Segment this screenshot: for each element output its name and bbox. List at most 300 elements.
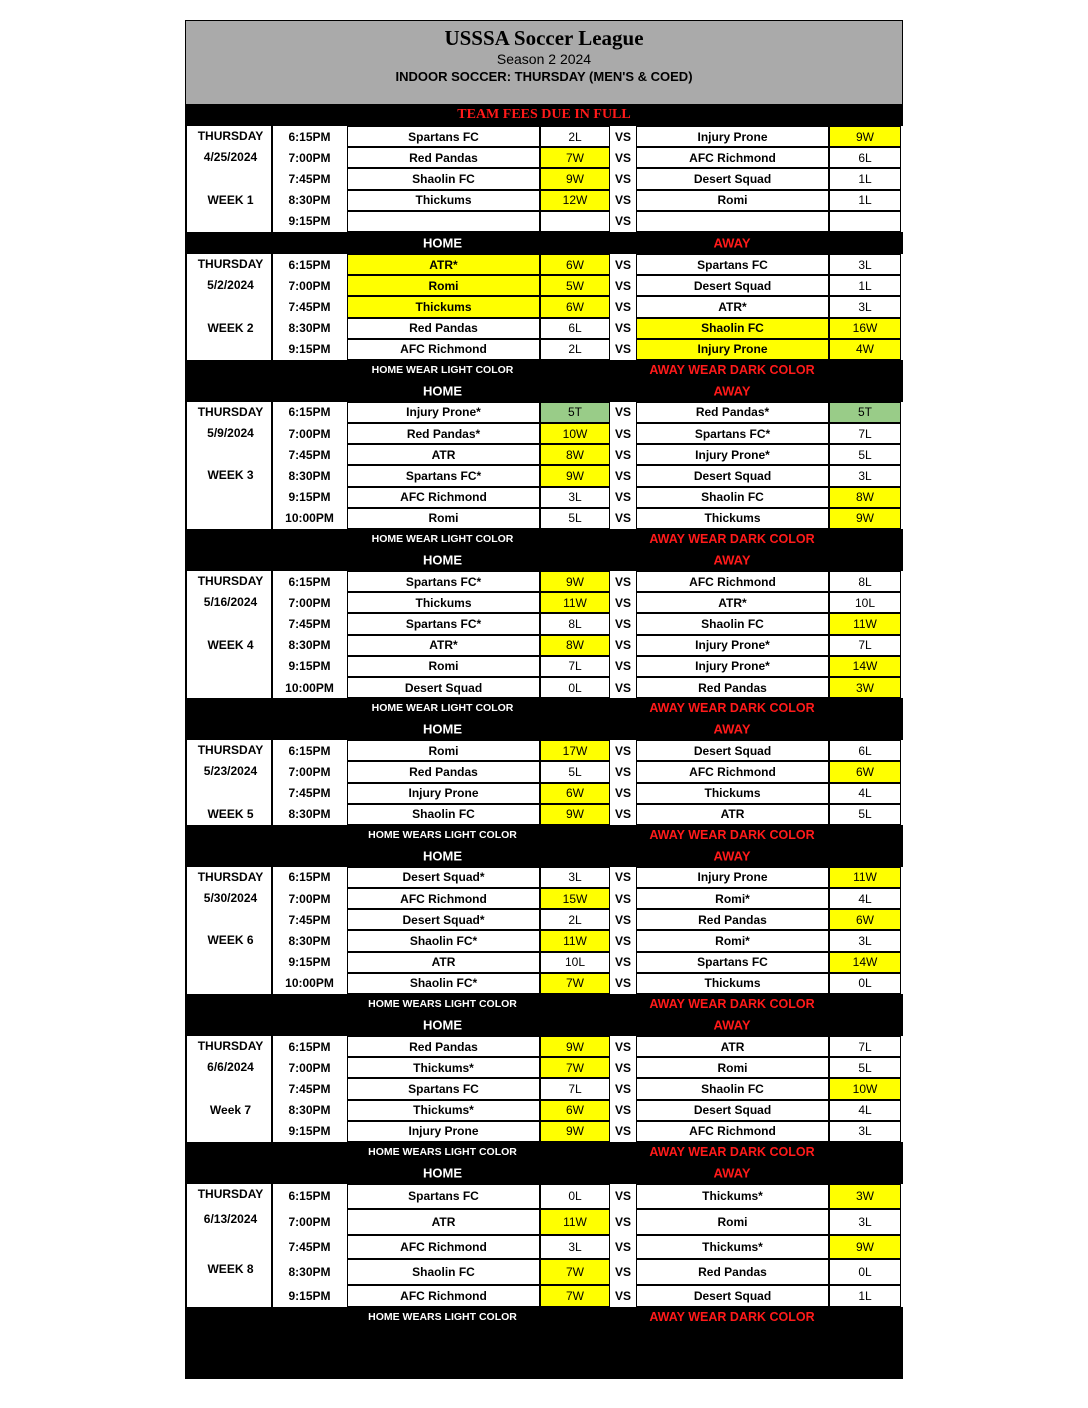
home-team: Red Pandas bbox=[347, 318, 540, 339]
game-time: 7:00PM bbox=[288, 1214, 331, 1229]
away-team: Desert Squad bbox=[636, 740, 829, 761]
home-score: 8W bbox=[540, 635, 610, 656]
week-day-label: THURSDAY bbox=[197, 256, 264, 271]
game-time: 6:15PM bbox=[288, 405, 331, 420]
game-row bbox=[185, 571, 903, 592]
away-score: 1L bbox=[829, 275, 901, 296]
home-team: ATR bbox=[347, 952, 540, 973]
game-row bbox=[185, 423, 903, 444]
home-score: 9W bbox=[540, 804, 610, 825]
week-left-rule bbox=[185, 1036, 187, 1142]
game-time: 6:15PM bbox=[288, 1039, 331, 1054]
game-row bbox=[185, 635, 903, 656]
home-wear-note: HOME WEAR LIGHT COLOR bbox=[371, 533, 514, 545]
home-heading: HOME bbox=[423, 721, 462, 737]
game-time: 6:15PM bbox=[288, 257, 331, 272]
weeks-container bbox=[185, 104, 903, 1379]
away-score: 3L bbox=[829, 1209, 901, 1235]
week-day-label: THURSDAY bbox=[197, 1186, 264, 1201]
away-score: 7L bbox=[829, 1036, 901, 1057]
home-score: 3L bbox=[540, 1235, 610, 1259]
week-number-label: WEEK 1 bbox=[207, 192, 254, 207]
home-score: 2L bbox=[540, 126, 610, 147]
home-score: 5L bbox=[540, 508, 610, 529]
away-score: 5L bbox=[829, 804, 901, 825]
home-team: Shaolin FC* bbox=[347, 973, 540, 994]
game-time: 7:00PM bbox=[288, 595, 331, 610]
away-wear-note: AWAY WEAR DARK COLOR bbox=[649, 1309, 815, 1324]
home-team: Thickums* bbox=[347, 1057, 540, 1078]
home-heading: HOME bbox=[423, 1165, 462, 1181]
season-label: Season 2 2024 bbox=[496, 51, 592, 67]
home-away-bar bbox=[185, 845, 903, 867]
vs-label: VS bbox=[614, 870, 631, 885]
home-score: 9W bbox=[540, 1036, 610, 1057]
game-time: 8:30PM bbox=[288, 469, 331, 484]
home-team: Spartans FC bbox=[347, 126, 540, 147]
game-row bbox=[185, 444, 903, 465]
home-score: 12W bbox=[540, 190, 610, 211]
game-time: 9:15PM bbox=[288, 214, 331, 229]
away-wear-note: AWAY WEAR DARK COLOR bbox=[649, 997, 815, 1011]
home-score: 6L bbox=[540, 318, 610, 339]
away-team: Romi bbox=[636, 1209, 829, 1235]
home-score: 7W bbox=[540, 973, 610, 994]
away-score: 10L bbox=[829, 592, 901, 613]
vs-label: VS bbox=[614, 807, 631, 822]
game-row bbox=[185, 275, 903, 296]
game-row bbox=[185, 126, 903, 147]
away-score: 4L bbox=[829, 888, 901, 909]
game-time: 10:00PM bbox=[285, 680, 334, 695]
away-score: 0L bbox=[829, 1259, 901, 1285]
game-time: 7:45PM bbox=[288, 786, 331, 801]
vs-label: VS bbox=[614, 426, 631, 441]
game-row bbox=[185, 168, 903, 189]
away-team: AFC Richmond bbox=[636, 761, 829, 782]
away-score: 14W bbox=[829, 952, 901, 973]
week-block bbox=[185, 1036, 903, 1142]
home-score: 7W bbox=[540, 1259, 610, 1285]
week-left-rule bbox=[185, 740, 187, 825]
game-time: 9:15PM bbox=[288, 342, 331, 357]
away-score: 4W bbox=[829, 339, 901, 360]
game-time: 6:15PM bbox=[288, 574, 331, 589]
game-row bbox=[185, 402, 903, 423]
home-away-bar bbox=[185, 718, 903, 740]
away-team: AFC Richmond bbox=[636, 1121, 829, 1142]
game-row bbox=[185, 867, 903, 888]
home-heading: HOME bbox=[423, 235, 462, 251]
vs-label: VS bbox=[614, 1081, 631, 1096]
away-score: 11W bbox=[829, 867, 901, 888]
home-team: Spartans FC* bbox=[347, 465, 540, 486]
vs-label: VS bbox=[614, 171, 631, 186]
away-score: 6L bbox=[829, 740, 901, 761]
vs-label: VS bbox=[614, 447, 631, 462]
vs-label: VS bbox=[614, 490, 631, 505]
home-score: 15W bbox=[540, 888, 610, 909]
game-time: 7:45PM bbox=[288, 616, 331, 631]
vs-label: VS bbox=[614, 511, 631, 526]
home-score bbox=[540, 211, 610, 232]
vs-label: VS bbox=[614, 764, 631, 779]
vs-label: VS bbox=[614, 1124, 631, 1139]
game-time: 8:30PM bbox=[288, 1103, 331, 1118]
home-team: Injury Prone* bbox=[347, 402, 540, 423]
home-score: 6W bbox=[540, 1100, 610, 1121]
away-score: 4L bbox=[829, 783, 901, 804]
game-row bbox=[185, 1285, 903, 1307]
week-day-label: THURSDAY bbox=[197, 129, 264, 143]
away-team: Shaolin FC bbox=[636, 318, 829, 339]
away-team: Thickums bbox=[636, 508, 829, 529]
game-time: 6:15PM bbox=[288, 1189, 331, 1204]
home-score: 9W bbox=[540, 465, 610, 486]
game-row bbox=[185, 613, 903, 634]
game-row bbox=[185, 1036, 903, 1057]
league-subtitle: INDOOR SOCCER: THURSDAY (MEN'S & COED) bbox=[395, 69, 693, 84]
week-date-label: 5/30/2024 bbox=[203, 891, 258, 906]
home-team: Thickums* bbox=[347, 1100, 540, 1121]
home-team: Red Pandas bbox=[347, 761, 540, 782]
home-team: Romi bbox=[347, 740, 540, 761]
home-score: 3L bbox=[540, 867, 610, 888]
away-score: 14W bbox=[829, 656, 901, 677]
home-team: Spartans FC* bbox=[347, 571, 540, 592]
week-date-label: 5/16/2024 bbox=[203, 595, 258, 610]
away-wear-note: AWAY WEAR DARK COLOR bbox=[649, 1144, 815, 1159]
away-team bbox=[636, 211, 829, 232]
home-score: 0L bbox=[540, 677, 610, 698]
wear-color-bar bbox=[185, 1307, 903, 1327]
away-heading: AWAY bbox=[713, 383, 751, 399]
vs-label: VS bbox=[614, 786, 631, 801]
home-wear-note: HOME WEARS LIGHT COLOR bbox=[368, 1145, 517, 1158]
away-team: ATR* bbox=[636, 296, 829, 317]
game-row bbox=[185, 677, 903, 698]
home-wear-note: HOME WEAR LIGHT COLOR bbox=[371, 363, 514, 376]
vs-label: VS bbox=[614, 1189, 631, 1204]
away-team: Shaolin FC bbox=[636, 613, 829, 634]
away-score: 5T bbox=[829, 402, 901, 423]
home-team: Thickums bbox=[347, 296, 540, 317]
game-time: 8:30PM bbox=[288, 934, 331, 949]
vs-label: VS bbox=[614, 278, 631, 293]
game-time: 6:15PM bbox=[288, 870, 331, 885]
league-title: USSSA Soccer League bbox=[444, 26, 644, 50]
home-team: Thickums bbox=[347, 190, 540, 211]
game-row bbox=[185, 465, 903, 486]
vs-label: VS bbox=[614, 150, 631, 165]
week-date-label: 5/2/2024 bbox=[207, 278, 254, 293]
week-number-label: WEEK 3 bbox=[207, 468, 254, 483]
week-number-label: WEEK 6 bbox=[207, 933, 254, 948]
week-left-rule bbox=[185, 254, 187, 360]
home-team: Desert Squad* bbox=[347, 909, 540, 930]
game-time: 7:00PM bbox=[288, 891, 331, 906]
home-wear-note: HOME WEARS LIGHT COLOR bbox=[368, 998, 517, 1010]
home-team: AFC Richmond bbox=[347, 1285, 540, 1307]
game-time: 10:00PM bbox=[285, 511, 334, 526]
game-row bbox=[185, 1078, 903, 1099]
home-heading: HOME bbox=[423, 552, 462, 568]
home-heading: HOME bbox=[423, 1017, 462, 1033]
home-wear-note: HOME WEARS LIGHT COLOR bbox=[368, 1310, 517, 1323]
away-score bbox=[829, 211, 901, 232]
game-row bbox=[185, 1121, 903, 1142]
vs-label: VS bbox=[614, 342, 631, 357]
away-team: Romi bbox=[636, 1057, 829, 1078]
week-block bbox=[185, 571, 903, 698]
week-left-rule bbox=[185, 867, 187, 994]
week-block bbox=[185, 126, 903, 232]
away-team: Shaolin FC bbox=[636, 1078, 829, 1099]
home-score: 2L bbox=[540, 909, 610, 930]
home-score: 11W bbox=[540, 592, 610, 613]
home-score: 3L bbox=[540, 487, 610, 508]
week-number-label: WEEK 5 bbox=[207, 806, 254, 821]
game-row bbox=[185, 254, 903, 275]
away-team: Thickums bbox=[636, 973, 829, 994]
week-number-label: Week 7 bbox=[209, 1102, 252, 1117]
away-team: Thickums bbox=[636, 783, 829, 804]
wear-color-bar bbox=[185, 698, 903, 718]
game-time: 8:30PM bbox=[288, 638, 331, 653]
away-score: 6W bbox=[829, 909, 901, 930]
away-score: 3W bbox=[829, 1184, 901, 1209]
away-team: Red Pandas* bbox=[636, 402, 829, 423]
week-left-rule bbox=[185, 571, 187, 698]
home-team: Spartans FC bbox=[347, 1078, 540, 1099]
week-date-label: 6/6/2024 bbox=[207, 1060, 254, 1075]
week-date-label: 5/23/2024 bbox=[203, 764, 258, 779]
away-heading: AWAY bbox=[713, 552, 751, 568]
game-time: 7:45PM bbox=[288, 912, 331, 927]
away-score: 9W bbox=[829, 1235, 901, 1259]
week-day-label: THURSDAY bbox=[197, 1039, 264, 1053]
game-row bbox=[185, 973, 903, 994]
game-row bbox=[185, 656, 903, 677]
game-row bbox=[185, 888, 903, 909]
home-away-bar bbox=[185, 1014, 903, 1036]
away-heading: AWAY bbox=[713, 721, 751, 737]
week-day-label: THURSDAY bbox=[197, 404, 264, 419]
week-date-label: 6/13/2024 bbox=[203, 1211, 258, 1226]
away-score: 3L bbox=[829, 296, 901, 317]
home-team: Injury Prone bbox=[347, 783, 540, 804]
game-row bbox=[185, 804, 903, 825]
away-score: 8L bbox=[829, 571, 901, 592]
home-score: 7L bbox=[540, 1078, 610, 1099]
game-row bbox=[185, 930, 903, 951]
game-time: 9:15PM bbox=[288, 659, 331, 674]
game-row bbox=[185, 1057, 903, 1078]
game-time: 6:15PM bbox=[288, 129, 331, 144]
away-score: 0L bbox=[829, 973, 901, 994]
game-row bbox=[185, 1209, 903, 1235]
home-away-bar bbox=[185, 1162, 903, 1184]
game-row bbox=[185, 487, 903, 508]
home-wear-note: HOME WEARS LIGHT COLOR bbox=[368, 828, 517, 841]
away-team: Desert Squad bbox=[636, 275, 829, 296]
game-time: 7:45PM bbox=[288, 1239, 331, 1254]
vs-label: VS bbox=[614, 891, 631, 906]
away-score: 7L bbox=[829, 423, 901, 444]
home-team bbox=[347, 211, 540, 232]
away-score: 9W bbox=[829, 126, 901, 147]
week-block bbox=[185, 740, 903, 825]
away-score: 3L bbox=[829, 254, 901, 275]
schedule-header bbox=[185, 20, 903, 105]
away-team: Desert Squad bbox=[636, 465, 829, 486]
away-score: 6L bbox=[829, 147, 901, 168]
game-time: 10:00PM bbox=[285, 976, 334, 991]
away-team: Desert Squad bbox=[636, 168, 829, 189]
away-team: ATR bbox=[636, 804, 829, 825]
away-team: Spartans FC bbox=[636, 952, 829, 973]
home-score: 10W bbox=[540, 423, 610, 444]
time-column-rule bbox=[271, 1184, 273, 1307]
game-time: 9:15PM bbox=[288, 955, 331, 970]
wear-color-bar bbox=[185, 825, 903, 845]
game-time: 7:45PM bbox=[288, 171, 331, 186]
away-wear-note: AWAY WEAR DARK COLOR bbox=[649, 827, 815, 842]
footer-black-block bbox=[185, 1327, 903, 1379]
game-time: 8:30PM bbox=[288, 321, 331, 336]
week-date-label: 5/9/2024 bbox=[207, 426, 254, 441]
wear-color-bar bbox=[185, 1142, 903, 1162]
home-score: 7W bbox=[540, 1285, 610, 1307]
week-day-label: THURSDAY bbox=[197, 869, 264, 884]
game-row bbox=[185, 147, 903, 168]
vs-label: VS bbox=[614, 299, 631, 314]
away-team: Injury Prone bbox=[636, 867, 829, 888]
vs-label: VS bbox=[614, 321, 631, 336]
away-score: 6W bbox=[829, 761, 901, 782]
away-team: AFC Richmond bbox=[636, 571, 829, 592]
home-team: Shaolin FC* bbox=[347, 930, 540, 951]
away-heading: AWAY bbox=[713, 235, 751, 251]
away-score: 1L bbox=[829, 1285, 901, 1307]
game-row bbox=[185, 1100, 903, 1121]
game-row bbox=[185, 740, 903, 761]
vs-label: VS bbox=[614, 638, 631, 653]
home-score: 6W bbox=[540, 783, 610, 804]
game-row bbox=[185, 190, 903, 211]
away-score: 5L bbox=[829, 444, 901, 465]
game-time: 8:30PM bbox=[288, 807, 331, 822]
home-team: Romi bbox=[347, 508, 540, 529]
game-row bbox=[185, 592, 903, 613]
vs-label: VS bbox=[614, 595, 631, 610]
fees-notice: TEAM FEES DUE IN FULL bbox=[457, 107, 631, 122]
game-time: 9:15PM bbox=[288, 1288, 331, 1303]
vs-label: VS bbox=[614, 1060, 631, 1075]
vs-label: VS bbox=[614, 659, 631, 674]
home-team: Romi bbox=[347, 275, 540, 296]
home-score: 10L bbox=[540, 952, 610, 973]
vs-label: VS bbox=[614, 1039, 631, 1054]
home-score: 11W bbox=[540, 930, 610, 951]
wear-color-bar bbox=[185, 994, 903, 1014]
away-team: Thickums* bbox=[636, 1184, 829, 1209]
home-team: AFC Richmond bbox=[347, 888, 540, 909]
vs-label: VS bbox=[614, 129, 631, 144]
time-column-rule bbox=[271, 571, 273, 698]
home-score: 6W bbox=[540, 296, 610, 317]
game-time: 7:00PM bbox=[288, 150, 331, 165]
home-team: Injury Prone bbox=[347, 1121, 540, 1142]
home-team: Spartans FC* bbox=[347, 613, 540, 634]
home-team: Romi bbox=[347, 656, 540, 677]
home-team: Red Pandas* bbox=[347, 423, 540, 444]
home-score: 7W bbox=[540, 147, 610, 168]
vs-label: VS bbox=[614, 469, 631, 484]
away-team: Injury Prone bbox=[636, 126, 829, 147]
game-time: 9:15PM bbox=[288, 1124, 331, 1139]
week-left-rule bbox=[185, 402, 187, 529]
home-away-bar bbox=[185, 380, 903, 402]
home-team: Desert Squad bbox=[347, 677, 540, 698]
week-day-label: THURSDAY bbox=[197, 743, 264, 758]
vs-label: VS bbox=[614, 912, 631, 927]
home-away-bar bbox=[185, 549, 903, 571]
home-team: ATR bbox=[347, 444, 540, 465]
week-left-rule bbox=[185, 1184, 187, 1307]
away-score: 4L bbox=[829, 1100, 901, 1121]
vs-label: VS bbox=[614, 955, 631, 970]
game-row bbox=[185, 1184, 903, 1209]
away-team: Romi bbox=[636, 190, 829, 211]
away-team: Red Pandas bbox=[636, 1259, 829, 1285]
home-score: 7W bbox=[540, 1057, 610, 1078]
away-heading: AWAY bbox=[713, 1165, 751, 1181]
game-time: 7:45PM bbox=[288, 447, 331, 462]
time-column-rule bbox=[271, 867, 273, 994]
home-team: ATR* bbox=[347, 635, 540, 656]
away-score: 8W bbox=[829, 487, 901, 508]
away-team: Spartans FC* bbox=[636, 423, 829, 444]
vs-label: VS bbox=[614, 193, 631, 208]
away-team: Thickums* bbox=[636, 1235, 829, 1259]
away-wear-note: AWAY WEAR DARK COLOR bbox=[649, 362, 815, 377]
away-score: 3L bbox=[829, 930, 901, 951]
fees-notice-bar bbox=[185, 104, 903, 126]
home-score: 9W bbox=[540, 168, 610, 189]
vs-label: VS bbox=[614, 680, 631, 695]
away-team: Romi* bbox=[636, 930, 829, 951]
away-score: 9W bbox=[829, 508, 901, 529]
vs-label: VS bbox=[614, 743, 631, 758]
vs-label: VS bbox=[614, 976, 631, 991]
week-number-label: WEEK 8 bbox=[207, 1261, 254, 1276]
game-time: 9:15PM bbox=[288, 490, 331, 505]
home-team: Shaolin FC bbox=[347, 804, 540, 825]
away-team: Injury Prone* bbox=[636, 635, 829, 656]
away-team: Injury Prone* bbox=[636, 444, 829, 465]
home-team: AFC Richmond bbox=[347, 339, 540, 360]
home-score: 7L bbox=[540, 656, 610, 677]
away-team: Desert Squad bbox=[636, 1285, 829, 1307]
wear-color-bar bbox=[185, 360, 903, 380]
away-heading: AWAY bbox=[713, 1017, 751, 1033]
game-row bbox=[185, 318, 903, 339]
schedule-sheet bbox=[185, 20, 903, 1388]
home-team: Red Pandas bbox=[347, 147, 540, 168]
home-score: 11W bbox=[540, 1209, 610, 1235]
vs-label: VS bbox=[614, 1103, 631, 1118]
